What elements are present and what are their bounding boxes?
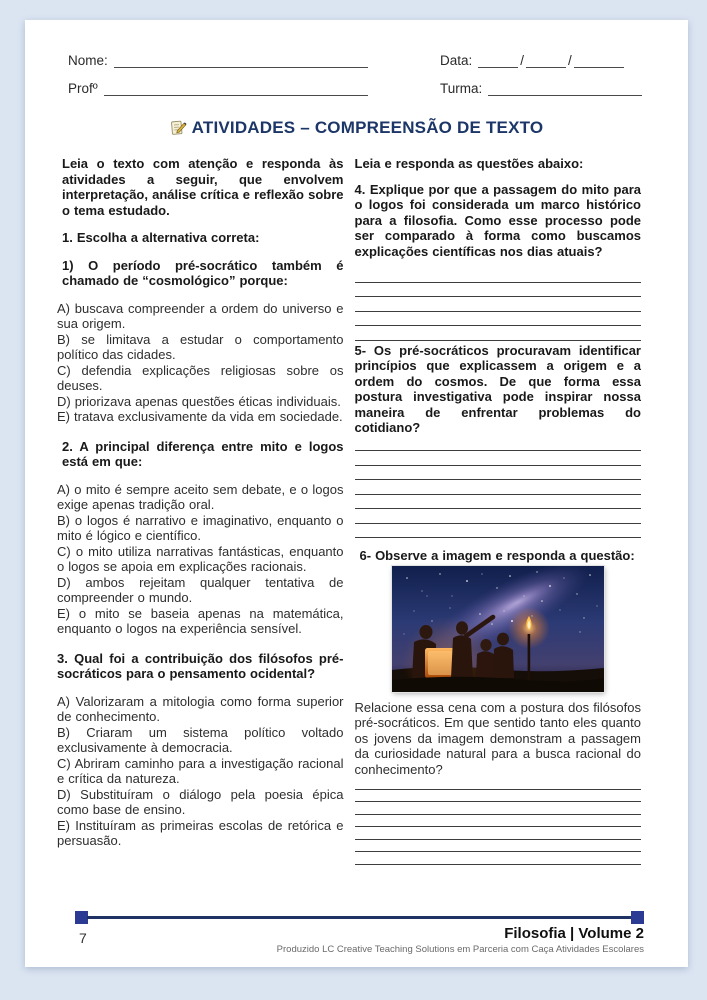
- footer-info: [75, 925, 644, 955]
- right-column: [355, 156, 642, 865]
- date-field: [440, 48, 642, 68]
- option: B) Criaram um sistema político voltado exclusivamente à democracia.: [57, 724, 344, 755]
- answer-line: [355, 480, 642, 495]
- name-blank-line: [114, 53, 368, 68]
- question-6-caption: Relacione essa cena com a postura dos filósofos pré-socráticos. Em que sentido tanto eles quanto os jovens da imagem demonstram a passagem da curiosidade natural para a busca racional do conhecimento?: [354, 699, 641, 777]
- option: E) Instituíram as primeiras escolas de retórica e persuasão.: [57, 817, 344, 848]
- question-4-answer-lines: [355, 268, 642, 341]
- left-intro: Leia o texto com atenção e responda às atividades a seguir, que envolvem interpretação, análise crítica e reflexão sobre o tema estudado.: [62, 156, 344, 218]
- option: D) Substituíram o diálogo pela poesia épica como base de ensino.: [57, 786, 344, 817]
- question-6-header: 6- Observe a imagem e responda a questão:: [359, 548, 635, 563]
- question-5-statement: 5- Os pré-socráticos procuravam identificar princípios que explicassem a origem e a ordem do cosmos. De que forma essa postura investigativa pode inspirar nossa maneira de enfrentar problemas do cotidiano?: [354, 342, 641, 435]
- answer-line: [355, 451, 642, 466]
- volume-label: Filosofia | Volume 2: [504, 925, 644, 942]
- answer-line: [355, 524, 642, 539]
- question-4-statement: 4. Explique por que a passagem do mito para o logos foi considerada um marco histórico para a filosofia. Como esse processo pode ser comparado à forma como buscamos explicações científicas nos dias atuais?: [354, 181, 641, 259]
- credits-text: Produzido LC Creative Teaching Solutions em Parceria com Caça Atividades Escolares: [276, 944, 644, 955]
- date-blank-month: [526, 53, 566, 68]
- footer-square-right: [631, 911, 644, 924]
- option: C) Abriram caminho para a investigação racional e crítica da natureza.: [57, 755, 344, 786]
- footer: [75, 911, 644, 955]
- answer-line: [355, 495, 642, 510]
- question-3-header: 3. Qual foi a contribuição dos filósofos pré-socráticos para o pensamento ocidental?: [57, 650, 344, 681]
- teacher-label: Profº: [68, 81, 98, 96]
- header-right-block: [440, 48, 642, 104]
- page-number: 7: [79, 930, 87, 946]
- answer-line: [355, 437, 642, 452]
- date-slash: /: [568, 53, 572, 68]
- name-field: [68, 48, 368, 68]
- option: E) o mito se baseia apenas na matemática, enquanto o logos na experiência sensível.: [57, 605, 344, 636]
- answer-line: [355, 815, 642, 828]
- class-blank-line: [488, 81, 642, 96]
- teacher-field: [68, 76, 368, 96]
- answer-line: [355, 777, 642, 790]
- class-label: Turma:: [440, 81, 483, 96]
- answer-line: [355, 283, 642, 298]
- class-field: [440, 76, 642, 96]
- date-blank-year: [574, 53, 624, 68]
- answer-line: [355, 312, 642, 327]
- memo-icon: [170, 119, 187, 136]
- header-left-block: [68, 48, 368, 104]
- date-slash: /: [520, 53, 525, 68]
- option: A) o mito é sempre aceito sem debate, e o logos exige apenas tradição oral.: [57, 481, 344, 512]
- question-6-answer-lines: [355, 777, 642, 865]
- option: B) se limitava a estudar o comportamento político das cidades.: [57, 331, 344, 362]
- option: B) o logos é narrativo e imaginativo, enquanto o mito é lógico e científico.: [57, 512, 344, 543]
- night-sky-photo: [392, 566, 604, 692]
- question-5-answer-lines: [355, 437, 642, 539]
- right-intro: Leia e responda as questões abaixo:: [354, 156, 584, 171]
- answer-line: [355, 326, 642, 341]
- footer-line: [87, 916, 632, 919]
- page-title: [25, 118, 688, 140]
- question-2-header: 2. A principal diferença entre mito e logos está em que:: [62, 438, 344, 469]
- answer-line: [355, 827, 642, 840]
- answer-line: [355, 268, 642, 283]
- answer-line: [355, 297, 642, 312]
- worksheet-page: [25, 20, 688, 967]
- night-sky-photo-graphic: [392, 566, 604, 692]
- option: E) tratava exclusivamente da vida em sociedade.: [57, 409, 343, 424]
- answer-line: [355, 852, 642, 865]
- date-blank-day: [478, 53, 518, 68]
- question-1-statement: 1) O período pré-socrático também é chamado de “cosmológico” porque:: [62, 257, 344, 288]
- name-label: Nome:: [68, 53, 108, 68]
- option: D) ambos rejeitam qualquer tentativa de compreender o mundo.: [57, 574, 344, 605]
- option: C) o mito utiliza narrativas fantásticas, enquanto o logos se apoia em explicações racionais.: [57, 543, 344, 574]
- date-label: Data:: [440, 53, 473, 68]
- teacher-blank-line: [104, 81, 368, 96]
- footer-rule: [75, 911, 644, 924]
- content-columns: [25, 140, 688, 865]
- question-1-header: 1. Escolha a alternativa correta:: [62, 230, 260, 245]
- question-3-options: [57, 694, 344, 849]
- option: A) buscava compreender a ordem do universo e sua origem.: [57, 300, 344, 331]
- page-title-text: ATIVIDADES – COMPREENSÃO DE TEXTO: [191, 118, 544, 137]
- left-column: [57, 156, 344, 865]
- option: A) Valorizaram a mitologia como forma superior de conhecimento.: [57, 693, 344, 724]
- answer-line: [355, 509, 642, 524]
- option: C) defendia explicações religiosas sobre os deuses.: [57, 362, 344, 393]
- answer-line: [355, 802, 642, 815]
- question-2-options: [57, 482, 344, 637]
- header: [25, 20, 688, 104]
- answer-line: [355, 840, 642, 853]
- option: D) priorizava apenas questões éticas individuais.: [57, 393, 341, 409]
- footer-right-block: [277, 925, 644, 955]
- answer-line: [355, 466, 642, 481]
- answer-line: [355, 790, 642, 803]
- question-1-options: [57, 301, 344, 425]
